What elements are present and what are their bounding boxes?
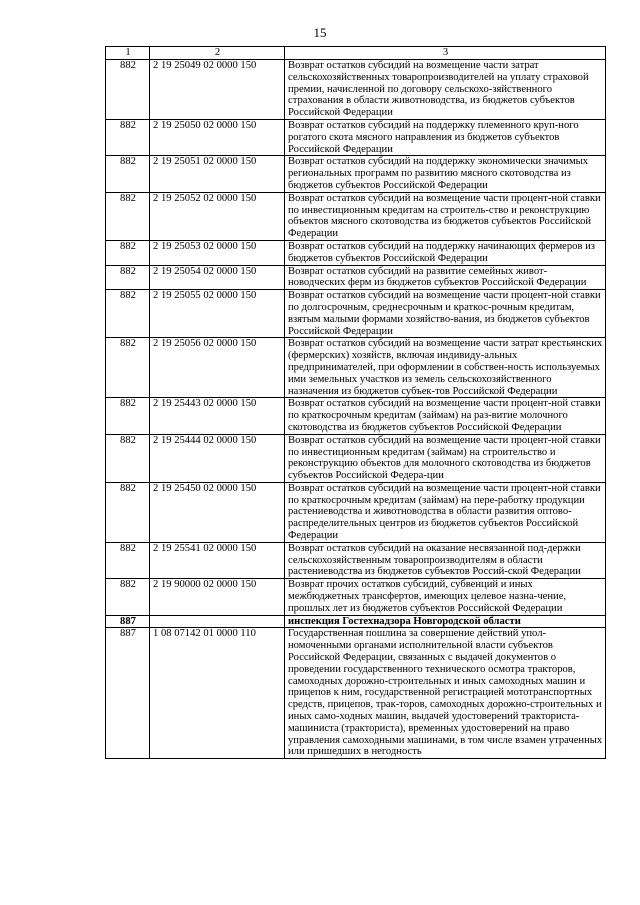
- table-row: [106, 240, 606, 265]
- table-row: [106, 398, 606, 434]
- table-row: [106, 338, 606, 398]
- budget-code-cell: 2 19 25050 02 0000 150: [150, 119, 285, 155]
- description-cell: Возврат остатков субсидий на развитие семейных живот-новодческих ферм из бюджетов субъектов Российской Федерации: [285, 265, 606, 290]
- table-header-row: [106, 47, 606, 60]
- table-row: [106, 434, 606, 482]
- description-cell: Возврат остатков субсидий на возмещение части процент-ной ставки по долгосрочным, среднесрочным и краткос-рочным кредитам, взятым малыми формами хозяйство-вания, из бюджетов субъектов Российской Федерации: [285, 290, 606, 338]
- table-row: [106, 628, 606, 759]
- budget-code-cell: [150, 615, 285, 628]
- admin-code-cell: 887: [106, 628, 150, 759]
- budget-code-cell: 2 19 25054 02 0000 150: [150, 265, 285, 290]
- table-row: [106, 482, 606, 542]
- budget-code-cell: 2 19 25053 02 0000 150: [150, 240, 285, 265]
- budget-code-cell: 1 08 07142 01 0000 110: [150, 628, 285, 759]
- description-cell: Возврат остатков субсидий на оказание несвязанной под-держки сельскохозяйственным товаропроизводителям в области растениеводства из бюджетов субъектов Россий-ской Федерации: [285, 542, 606, 578]
- description-cell: Возврат прочих остатков субсидий, субвенций и иных межбюджетных трансфертов, имеющих целевое назна-чение, прошлых лет из бюджетов субъектов Российской Федерации: [285, 579, 606, 615]
- table-row: [106, 119, 606, 155]
- admin-code-cell: 882: [106, 192, 150, 240]
- description-cell: Возврат остатков субсидий на поддержку экономически значимых региональных программ по развитию мясного скотоводства из бюджетов субъектов Российской Федерации: [285, 156, 606, 192]
- budget-code-cell: 2 19 25541 02 0000 150: [150, 542, 285, 578]
- description-cell: Возврат остатков субсидий на возмещение части процент-ной ставки по краткосрочным кредитам (займам) на пере-работку продукции растениеводства и животноводства в области развития оптово-распределительных центров из бюджетов субъектов Российской Федерации: [285, 482, 606, 542]
- budget-code-cell: 2 19 25052 02 0000 150: [150, 192, 285, 240]
- description-cell: Возврат остатков субсидий на возмещение части процент-ной ставки по инвестиционным кредитам (займам) на строительство и реконструкцию объектов для молочного скотоводства из бюджетов субъектов Российской Федера-ции: [285, 434, 606, 482]
- table-row: [106, 579, 606, 615]
- admin-code-cell: 882: [106, 338, 150, 398]
- admin-code-cell: 882: [106, 265, 150, 290]
- admin-code-cell: 882: [106, 156, 150, 192]
- budget-code-cell: 2 19 25051 02 0000 150: [150, 156, 285, 192]
- admin-code-cell: 882: [106, 290, 150, 338]
- table-body: [106, 60, 606, 759]
- table-row: [106, 192, 606, 240]
- page-number: 15: [313, 25, 327, 40]
- budget-code-cell: 2 19 25444 02 0000 150: [150, 434, 285, 482]
- table-row: [106, 290, 606, 338]
- admin-code-cell: 882: [106, 434, 150, 482]
- budget-code-cell: 2 19 25049 02 0000 150: [150, 60, 285, 120]
- description-cell: Государственная пошлина за совершение действий упол-номоченными органами исполнительной власти субъектов Российской Федерации, связанных с выдачей документов о проведении государственного технического осмотра тракторов, самоходных дорожно-строительных и иных самоходных машин и прицепов к ним, государственной регистрацией мототранспортных средств, прицепов, трак-торов, самоходных дорожно-строительных и иных само-ходных машин, выдачей удостоверений тракториста-машиниста (тракториста), временных удостоверений на право управления самоходными машинами, в том числе взамен утраченных или пришедших в негодность: [285, 628, 606, 759]
- description-cell: инспекция Гостехнадзора Новгородской области: [285, 615, 606, 628]
- description-cell: Возврат остатков субсидий на возмещение части затрат сельскохозяйственных товаропроизводителей на уплату страховой премии, начисленной по договору сельскохо-зяйственного страхования в области животноводства, из бюджетов субъектов Российской Федерации: [285, 60, 606, 120]
- budget-code-cell: 2 19 25450 02 0000 150: [150, 482, 285, 542]
- admin-code-cell: 882: [106, 119, 150, 155]
- admin-code-cell: 882: [106, 542, 150, 578]
- budget-codes-table: [105, 46, 606, 759]
- header-col-3: 3: [285, 47, 606, 60]
- description-cell: Возврат остатков субсидий на поддержку племенного круп-ного рогатого скота мясного направления из бюджетов субъектов Российской Федерации: [285, 119, 606, 155]
- budget-code-cell: 2 19 90000 02 0000 150: [150, 579, 285, 615]
- table-row: [106, 542, 606, 578]
- admin-code-cell: 882: [106, 579, 150, 615]
- budget-code-cell: 2 19 25443 02 0000 150: [150, 398, 285, 434]
- description-cell: Возврат остатков субсидий на возмещение части затрат крестьянских (фермерских) хозяйств, включая индивиду-альных предпринимателей, при оформлении в собствен-ность используемых ими земельных участков из земель сельскохозяйственного назначения из бюджетов субъек-тов Российской Федерации: [285, 338, 606, 398]
- admin-code-cell: 887: [106, 615, 150, 628]
- budget-code-cell: 2 19 25055 02 0000 150: [150, 290, 285, 338]
- description-cell: Возврат остатков субсидий на поддержку начинающих фермеров из бюджетов субъектов Российской Федерации: [285, 240, 606, 265]
- admin-code-cell: 882: [106, 482, 150, 542]
- table-row: [106, 60, 606, 120]
- table-row: [106, 265, 606, 290]
- description-cell: Возврат остатков субсидий на возмещение части процент-ной ставки по инвестиционным кредитам на строитель-ство и реконструкцию объектов мясного скотоводства из бюджетов субъектов Российской Федерации: [285, 192, 606, 240]
- table-section-row: [106, 615, 606, 628]
- admin-code-cell: 882: [106, 240, 150, 265]
- budget-code-cell: 2 19 25056 02 0000 150: [150, 338, 285, 398]
- admin-code-cell: 882: [106, 60, 150, 120]
- header-col-1: 1: [106, 47, 150, 60]
- admin-code-cell: 882: [106, 398, 150, 434]
- description-cell: Возврат остатков субсидий на возмещение части процент-ной ставки по краткосрочным кредитам (займам) на раз-витие молочного скотоводства из бюджетов субъектов Российской Федерации: [285, 398, 606, 434]
- table-row: [106, 156, 606, 192]
- header-col-2: 2: [150, 47, 285, 60]
